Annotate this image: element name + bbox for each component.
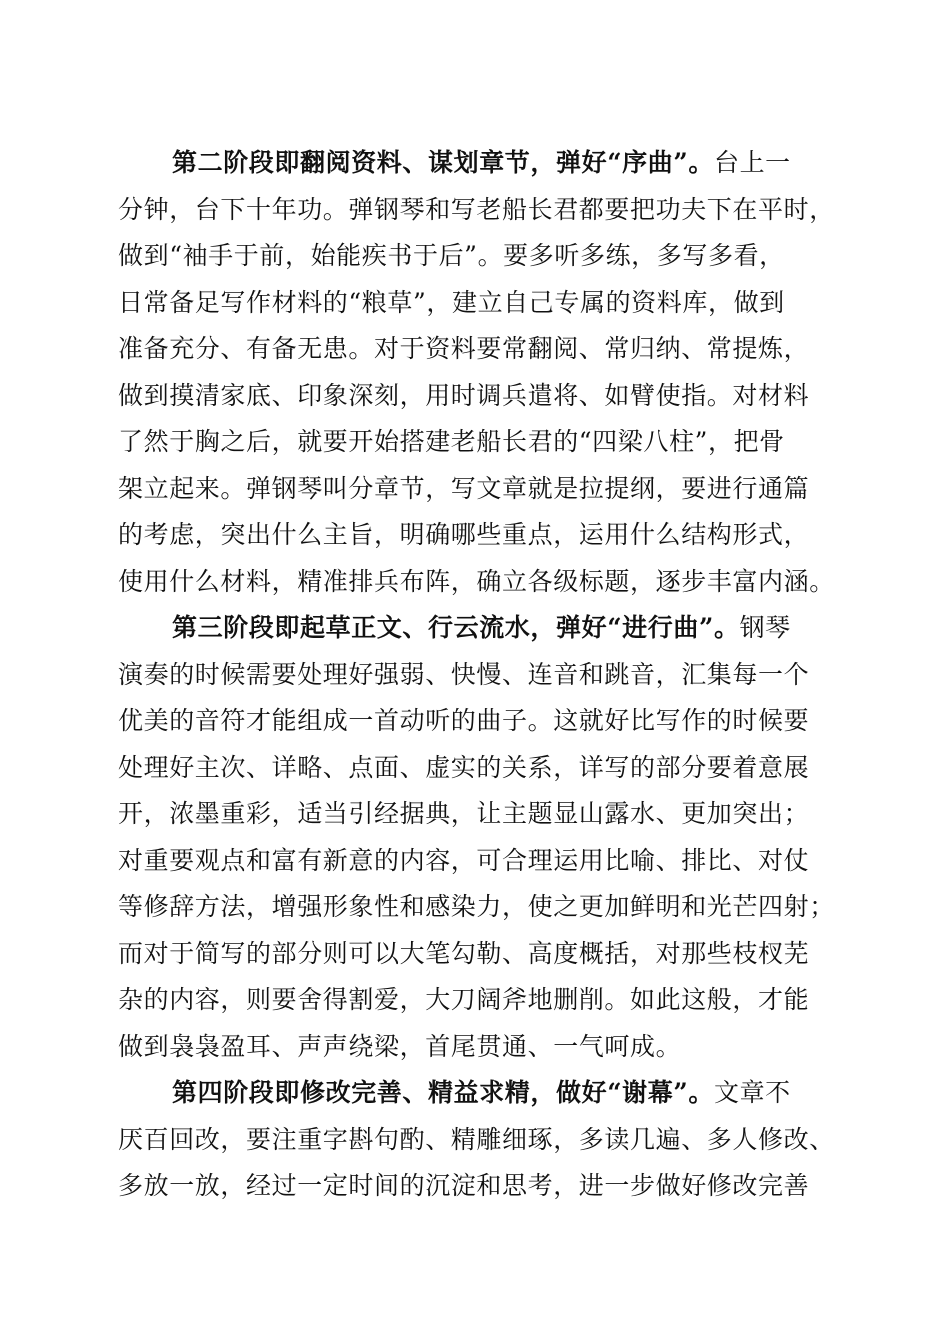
paragraph-line-text: 台上一 [713, 148, 791, 177]
paragraph-line: 了然于胸之后，就要开始搭建老船长君的“四梁八柱”，把骨 [118, 427, 785, 456]
paragraph-line [118, 140, 830, 187]
paragraph-line: 厌百回改，要注重字斟句酌、精雕细琢，多读几遍、多人修改、 [118, 1124, 835, 1154]
paragraph-line: 架立起来。弹钢琴叫分章节，写文章就是拉提纲，要进行通篇 [118, 473, 810, 503]
paragraph-stage-two [118, 140, 835, 605]
paragraph-line: 优美的音符才能组成一首动听的曲子。这就好比写作的时候要 [118, 706, 810, 735]
paragraph-line: 准备充分、有备无患。对于资料要常翻阅、常归纳、常提炼， [118, 334, 810, 363]
paragraph-lead: 第二阶段即翻阅资料、谋划章节，弹好“序曲”。 [172, 148, 714, 177]
paragraph-line: 杂的内容，则要舍得割爱，大刀阔斧地删削。如此这般，才能 [118, 985, 810, 1014]
paragraph-line: 等修辞方法，增强形象性和感染力，使之更加鲜明和光芒四射； [118, 892, 835, 921]
paragraph-line: 分钟，台下十年功。弹钢琴和写老船长君都要把功夫下在平时， [118, 194, 835, 224]
paragraph-stage-three [118, 605, 835, 1070]
paragraph-line [118, 1070, 830, 1117]
paragraph-line: 使用什么材料，精准排兵布阵，确立各级标题，逐步丰富内涵。 [118, 566, 835, 596]
paragraph-line: 的考虑，突出什么主旨，明确哪些重点，运用什么结构形式， [118, 520, 810, 549]
paragraph-lead: 第三阶段即起草正文、行云流水，弹好“进行曲”。 [172, 613, 740, 642]
paragraph-line: 做到袅袅盈耳、声声绕梁，首尾贯通、一气呵成。 [118, 1031, 682, 1061]
paragraph-line-text: 文章不 [713, 1078, 791, 1107]
paragraph-line: 而对于简写的部分则可以大笔勾勒、高度概括，对那些枝杈芜 [118, 938, 810, 968]
paragraph-line: 对重要观点和富有新意的内容，可合理运用比喻、排比、对仗 [118, 845, 810, 875]
paragraph-line-text: 钢琴 [739, 613, 791, 642]
paragraph-line: 多放一放，经过一定时间的沉淀和思考，进一步做好修改完善 [118, 1171, 810, 1200]
paragraph-line: 日常备足写作材料的“粮草”，建立自己专属的资料库，做到 [118, 287, 785, 317]
paragraph-line: 演奏的时候需要处理好强弱、快慢、连音和跳音，汇集每一个 [118, 659, 810, 689]
paragraph-lead: 第四阶段即修改完善、精益求精，做好“谢幕”。 [172, 1078, 714, 1107]
paragraph-stage-four [118, 1070, 835, 1210]
paragraph-line [118, 605, 830, 652]
paragraph-line: 做到“袖手于前，始能疾书于后”。要多听多练，多写多看， [118, 241, 785, 270]
paragraph-line: 做到摸清家底、印象深刻，用时调兵遣将、如臂使指。对材料 [118, 380, 810, 410]
body-text [118, 140, 835, 1210]
paragraph-line: 开，浓墨重彩，适当引经据典，让主题显山露水、更加突出； [118, 799, 810, 828]
paragraph-line: 处理好主次、详略、点面、虚实的关系，详写的部分要着意展 [118, 752, 810, 782]
